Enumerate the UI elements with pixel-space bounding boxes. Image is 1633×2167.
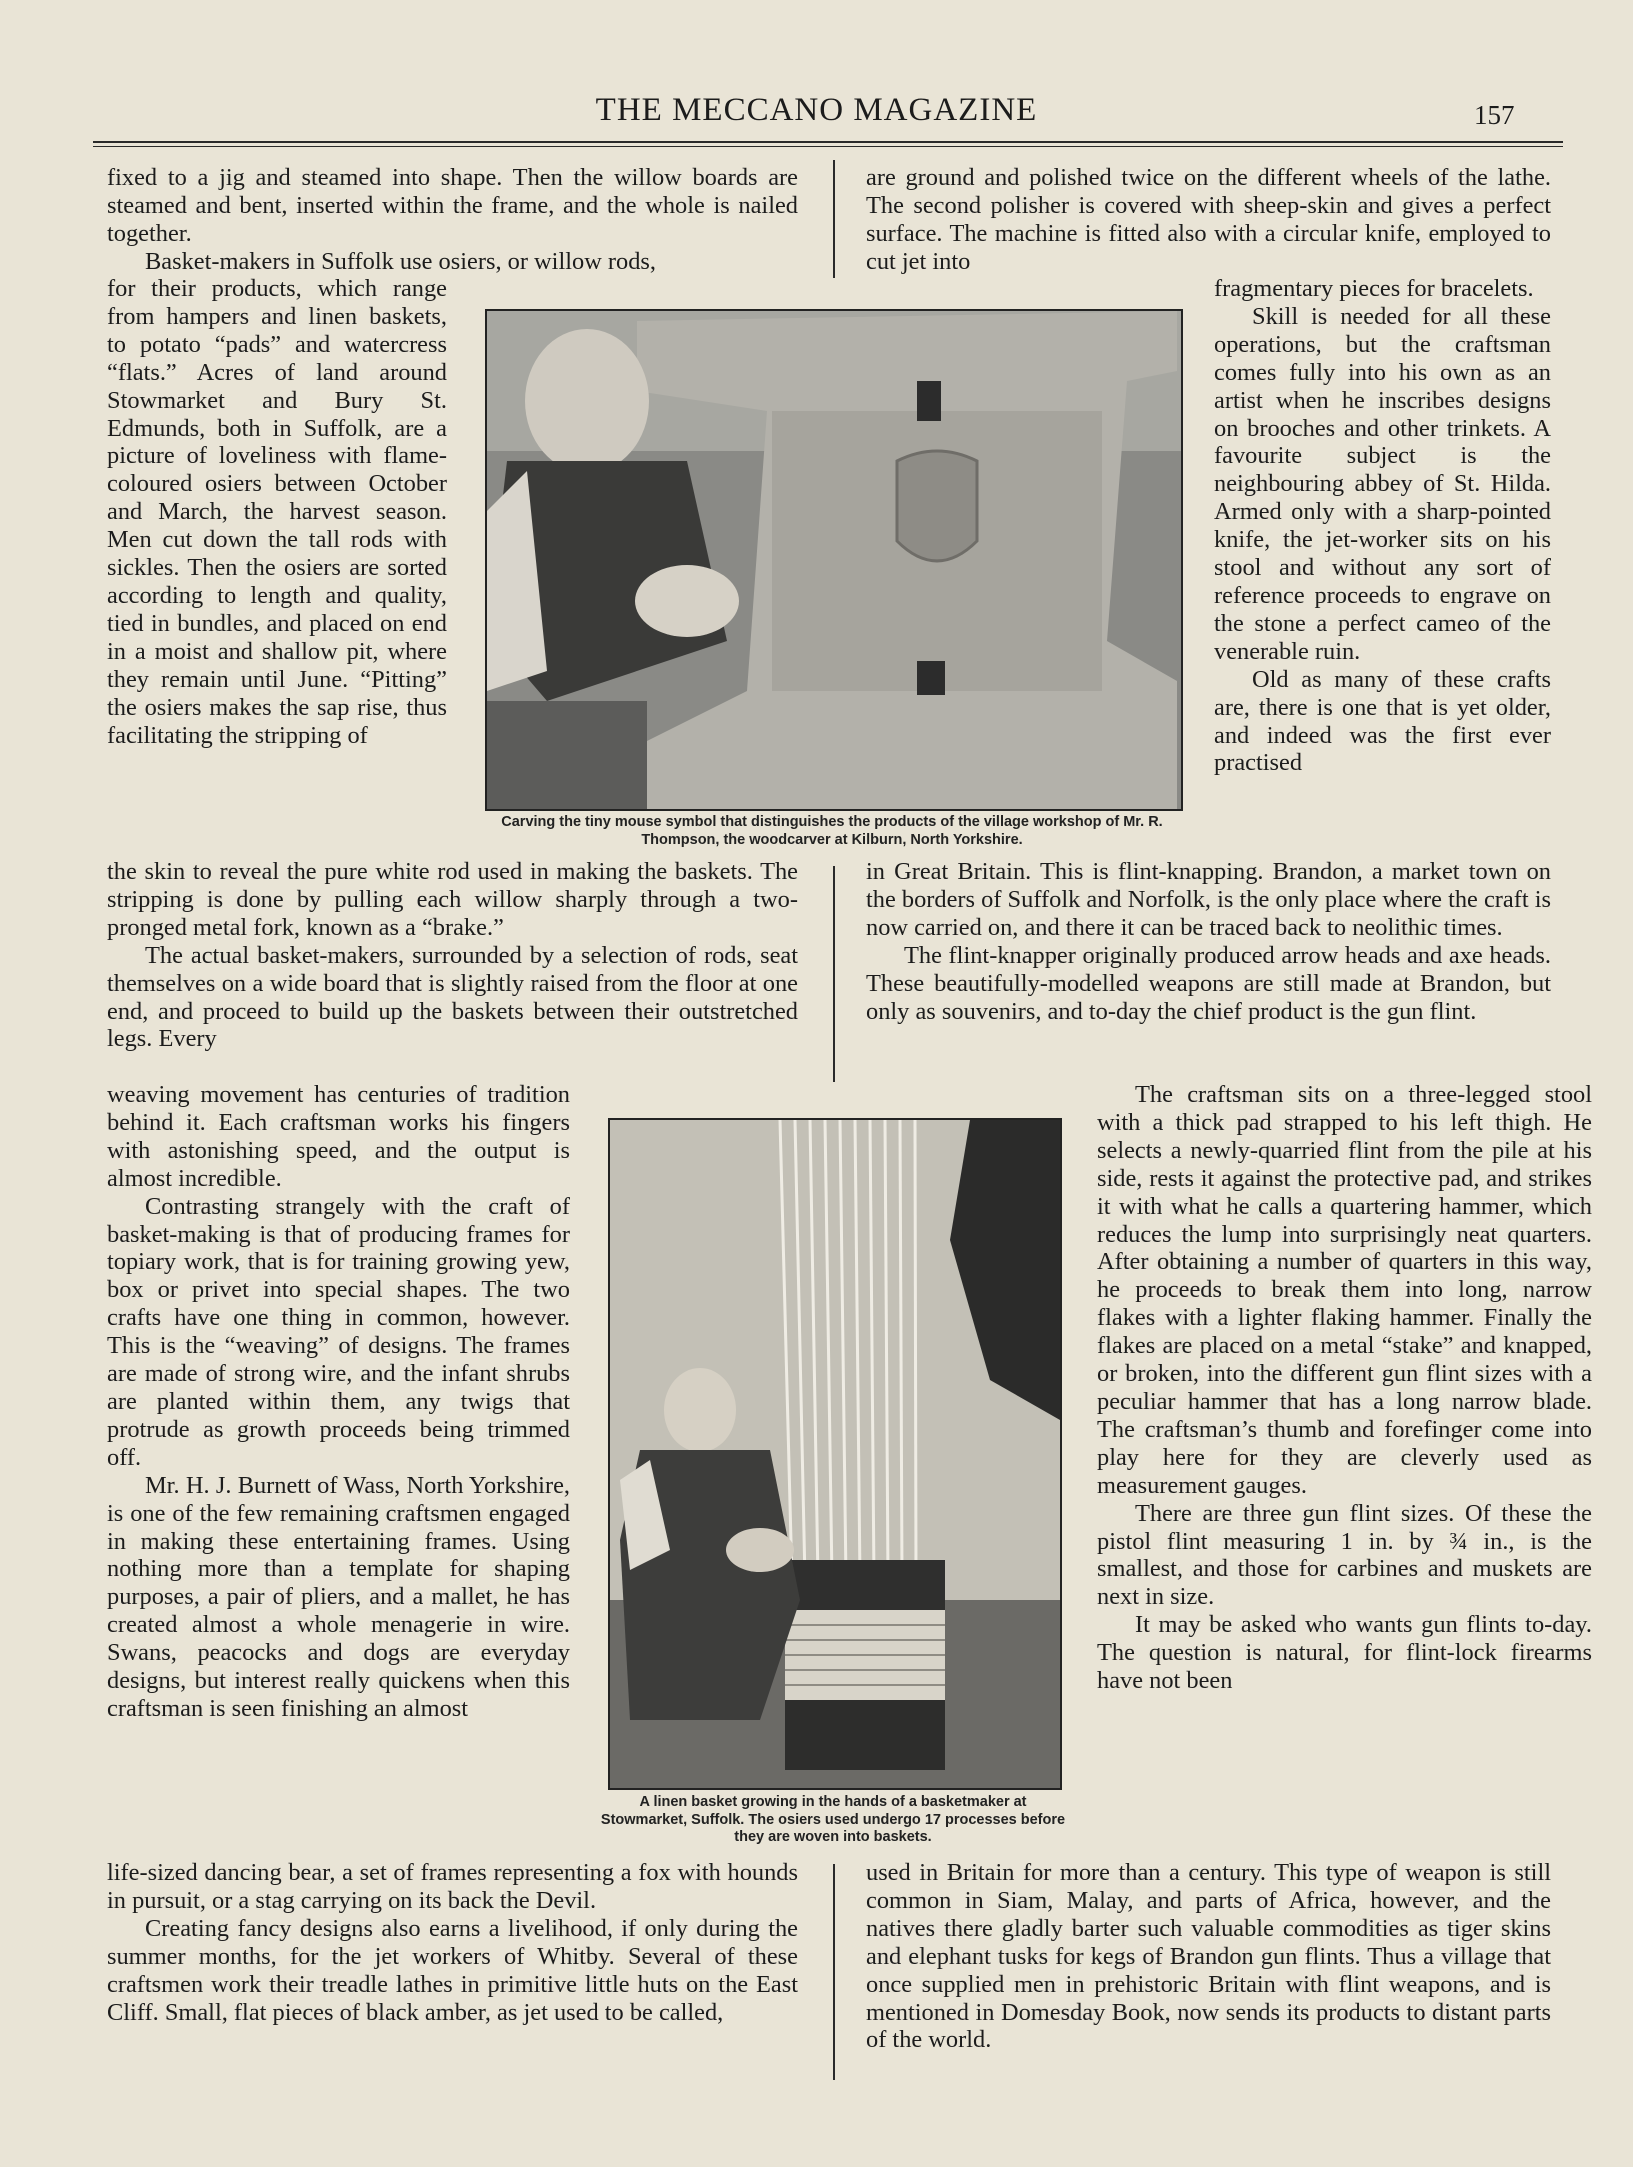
paragraph: Skill is needed for all these operations, but the craftsman comes fully into his own as an artist when he inscribes designs on brooches and other trinkets. A favourite subject is the neighbouring abbey of St. Hilda. Armed only with a sharp-pointed knife, the jet-worker sits on his stool and without any sort of reference proceeds to engrave on the stone a perfect cameo of the venerable ruin. [1214,302,1551,665]
paragraph: used in Britain for more than a century. This type of weapon is still common in Siam, Malay, and parts of Africa, however, and the natives there gladly barter such valuable commodities as tiger skins and elephant tusks for kegs of Brandon gun flints. Thus a village that once supplied men in prehistoric Britain with flint weapons, and is mentioned in Domesday Book, now sends its products to distant parts of the world. [866,1859,1551,2054]
left-column-top [107,164,798,276]
page-number: 157 [1474,100,1515,130]
left-column-narrow-1 [107,275,447,749]
paragraph: The actual basket-makers, surrounded by a selection of rods, seat themselves on a wide board that is slightly raised from the floor at one end, and proceed to build up the baskets between their outstretched legs. Every [107,941,798,1053]
paragraph: in Great Britain. This is flint-knapping. Brandon, a market town on the borders of Suffolk and Norfolk, is the only place where the craft is now carried on, and there it can be traced back to neolithic times. [866,858,1551,941]
paragraph: are ground and polished twice on the different wheels of the lathe. The second polisher is covered with sheep-skin and gives a perfect surface. The machine is fitted also with a circular knife, employed to cut jet into [866,164,1551,275]
woodcarver-photo [485,309,1183,811]
paragraph: The craftsman sits on a three-legged stool with a thick pad strapped to his left thigh. He selects a newly-quarried flint from the pile at his side, rests it against the protective pad, and strikes it with what he calls a quartering hammer, which reduces the lump into surprisingly neat quarters. After obtaining a number of quarters in this way, he proceeds to break them into long, narrow flakes with a lighter flaking hammer. Finally the flakes are placed on a metal “stake” and knapped, or broken, into the different gun flint sizes with a peculiar hammer that has a long narrow blade. The craftsman’s thumb and forefinger come into play here for they are cleverly used as measurement gauges. [1097,1081,1592,1499]
right-column-narrow-2 [1097,1081,1592,1695]
basketmaker-photo [608,1118,1062,1790]
paragraph: life-sized dancing bear, a set of frames representing a fox with hounds in pursuit, or a stag carrying on its back the Devil. [107,1859,798,1914]
column-divider-bottom [833,1864,835,2080]
right-column-mid [866,858,1551,1025]
paragraph: fragmentary pieces for bracelets. [1214,275,1534,302]
paragraph: It may be asked who wants gun flints to-day. The question is natural, for flint-lock firearms have not been [1097,1611,1592,1695]
paragraph: Creating fancy designs also earns a livelihood, if only during the summer months, for the jet workers of Whitby. Several of these craftsmen work their treadle lathes in primitive little huts on the East Cliff. Small, flat pieces of black amber, as jet used to be called, [107,1914,798,2026]
left-column-narrow-2 [107,1081,570,1723]
paragraph: for their products, which range from hampers and linen baskets, to potato “pads” and watercress “flats.” Acres of land around Stowmarket and Bury St. Edmunds, both in Suffolk, are a picture of loveliness with flame-coloured osiers between October and March, the harvest season. Men cut down the tall rods with sickles. Then the osiers are sorted according to length and quality, tied in bundles, and placed on end in a moist and shallow pit, where they remain until June. “Pitting” the osiers makes the sap rise, thus facilitating the stripping of [107,275,447,749]
paragraph: Old as many of these crafts are, there is one that is yet older, and indeed was the first ever practised [1214,665,1551,777]
paragraph: weaving movement has centuries of tradition behind it. Each craftsman works his fingers with astonishing speed, and the output is almost incredible. [107,1081,570,1192]
left-column-bottom [107,1859,798,2026]
paragraph: Basket-makers in Suffolk use osiers, or willow rods, [145,247,657,275]
header-rule-thin [93,146,1563,147]
header-rule [93,141,1563,143]
paragraph: Contrasting strangely with the craft of basket-making is that of producing frames for topiary work, that is for training growing yew, box or privet into special shapes. The two crafts have one thing in common, however. This is the “weaving” of designs. The frames are made of strong wire, and the infant shrubs are planted within them, any twigs that protrude as growth proceeds being trimmed off. [107,1192,570,1471]
paragraph: the skin to reveal the pure white rod used in making the baskets. The stripping is done by pulling each willow sharply through a two-pronged metal fork, known as a “brake.” [107,858,798,941]
column-divider-top [833,160,835,278]
paragraph: Mr. H. J. Burnett of Wass, North Yorkshire, is one of the few remaining craftsmen engaged in making these entertaining frames. Using nothing more than a template for shaping purposes, a pair of pliers, and a mallet, he has created almost a whole menagerie in wire. Swans, peacocks and dogs are everyday designs, but interest really quickens when this craftsman is seen finishing an almost [107,1471,570,1722]
right-column-bottom [866,1859,1551,2054]
paragraph: fixed to a jig and steamed into shape. Then the willow boards are steamed and bent, inserted within the frame, and the whole is nailed together. [107,164,798,247]
column-divider-middle [833,866,835,1082]
right-column-narrow-1 [1214,275,1551,777]
magazine-title: THE MECCANO MAGAZINE [595,92,1038,128]
basketmaker-caption: A linen basket growing in the hands of a basketmaker at Stowmarket, Suffolk. The osiers used undergo 17 processes before they are woven into baskets. [600,1794,1066,1845]
paragraph: The flint-knapper originally produced arrow heads and axe heads. These beautifully-modelled weapons are still made at Brandon, but only as souvenirs, and to-day the chief product is the gun flint. [866,941,1551,1025]
paragraph: There are three gun flint sizes. Of these the pistol flint measuring 1 in. by ¾ in., is the smallest, and those for carbines and muskets are next in size. [1097,1499,1592,1611]
right-column-top [866,164,1551,276]
woodcarver-caption: Carving the tiny mouse symbol that distinguishes the products of the village workshop of Mr. R. Thompson, the woodcarver at Kilburn, North Yorkshire. [501,814,1163,848]
left-column-mid [107,858,798,1053]
